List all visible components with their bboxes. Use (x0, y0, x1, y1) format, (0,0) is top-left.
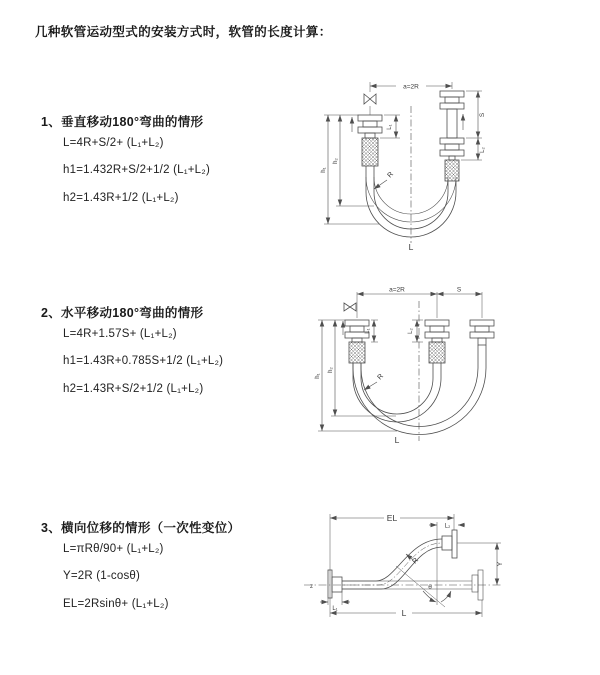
braid-section (362, 138, 378, 166)
valve-icon (364, 94, 376, 104)
dim-label-l: L (408, 242, 414, 252)
dim-label-h1: h₁ (321, 167, 327, 173)
dim-label-r: R (386, 170, 395, 180)
dimension-h1 (315, 320, 397, 431)
centerline-mark: z (310, 584, 313, 590)
dimension-l1 (320, 592, 350, 612)
left-flange (358, 115, 382, 138)
dim-label-l2: L₂ (444, 523, 451, 530)
dimension-l1 (365, 320, 378, 342)
dimension-l2 (461, 138, 486, 160)
dim-label-l1: L₁ (365, 328, 371, 334)
dim-label-y: Y (497, 561, 504, 567)
valve-icon (344, 303, 356, 311)
dim-label-r: R (376, 372, 385, 382)
dim-label-s: S (479, 112, 486, 118)
dimension-l2 (429, 524, 465, 530)
dim-label-h2: h₂ (328, 367, 334, 373)
dim-label-theta: θ (428, 584, 432, 591)
diagram-lateral-displacement (296, 502, 508, 624)
braid-section (429, 342, 445, 363)
braid-section (349, 342, 365, 363)
braid-section (445, 160, 459, 181)
formula-length: L=4R+1.57S+ (L₁+L₂) (63, 328, 177, 340)
dim-label-l2: L₂ (408, 328, 414, 334)
dim-label-el: EL (386, 513, 398, 523)
right-flange (440, 138, 464, 160)
dim-label-l1: L₁ (332, 606, 338, 612)
section-lateral-displacement (41, 518, 240, 618)
dimension-el (330, 513, 454, 617)
formula-el: EL=2Rsinθ+ (L₁+L₂) (63, 597, 169, 610)
section-1-heading: 1、垂直移动180°弯曲的情形 (41, 115, 204, 129)
dimension-s (466, 91, 486, 138)
formula-length: L=4R+S/2+ (L₁+L₂) (63, 137, 164, 149)
dim-label-h1: h₁ (315, 373, 321, 379)
radius-leader (364, 373, 385, 390)
dim-label-l: L (394, 435, 400, 445)
dimension-l1 (380, 115, 400, 138)
formula-y: Y=2R (1-cosθ) (63, 570, 141, 583)
dimension-y (497, 543, 504, 585)
dimension-l2 (408, 320, 423, 342)
dim-label-h2: h₂ (333, 158, 339, 164)
right-flange-moved (440, 91, 464, 138)
dim-label-a: a=2R (403, 83, 419, 91)
dimension-s (437, 287, 482, 295)
formula-h2: h2=1.43R+1/2 (L₁+L₂) (63, 191, 179, 204)
angle-theta (396, 522, 451, 607)
radius-leader (374, 171, 395, 189)
section-2-heading: 2、水平移动180°弯曲的情形 (41, 306, 204, 320)
page-title: 几种软管运动型式的安装方式时，软管的长度计算： (35, 25, 332, 39)
dim-label-a: a=2R (389, 286, 405, 294)
right-flange-moved (470, 320, 494, 345)
formula-h1: h1=1.432R+S/2+1/2 (L₁+L₂) (63, 164, 210, 177)
section-3-heading: 3、横向位移的情形（一次性变位） (41, 521, 241, 535)
hose-u-bend (353, 345, 486, 435)
dimension-h1 (321, 115, 379, 224)
dim-label-l2: L₂ (480, 147, 486, 153)
dim-label-s: S (456, 286, 462, 294)
section-vertical-movement (41, 112, 210, 212)
dim-label-r: R (411, 556, 420, 566)
middle-flange (425, 320, 449, 342)
section-horizontal-movement (41, 303, 223, 403)
formula-length: L=πRθ/90+ (L₁+L₂) (63, 543, 164, 555)
formula-h1: h1=1.43R+0.785S+1/2 (L₁+L₂) (63, 355, 224, 368)
displaced-flange (442, 530, 457, 558)
hose-s-curve (342, 539, 442, 589)
dim-label-l1: L₁ (387, 124, 393, 130)
dimension-a-2r (357, 287, 482, 319)
dimension-l (330, 600, 482, 618)
diagram-vertical-180-bend (310, 66, 540, 261)
diagram-horizontal-180-bend (306, 283, 552, 455)
dim-label-l: L (401, 608, 407, 618)
formula-h2: h2=1.43R+S/2+1/2 (L₁+L₂) (63, 382, 204, 395)
